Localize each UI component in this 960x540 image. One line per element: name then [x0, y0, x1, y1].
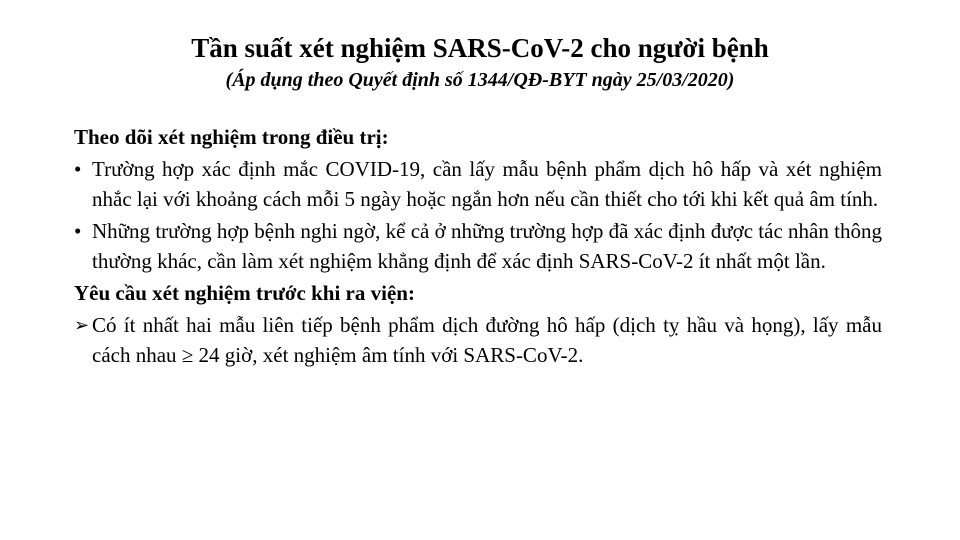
arrow-bullet-icon: ➢	[74, 315, 90, 335]
list-item	[74, 154, 882, 214]
bullet-icon: •	[74, 219, 82, 243]
list-item-text: Những trường hợp bệnh nghi ngờ, kể cả ở những trường hợp đã xác định được tác nhân thông thường khác, cần làm xét nghiệm khẳng định để xác định SARS-CoV-2 ít nhất một lần.	[92, 219, 882, 273]
slide-title: Tần suất xét nghiệm SARS-CoV-2 cho người bệnh	[191, 33, 769, 63]
bullet-icon: •	[74, 157, 82, 181]
section-heading-monitoring: Theo dõi xét nghiệm trong điều trị:	[74, 125, 389, 149]
list-item-text: Trường hợp xác định mắc COVID-19, cần lấy mẫu bệnh phẩm dịch hô hấp và xét nghiệm nhắc lại với khoảng cách mỗi 5 ngày hoặc ngắn hơn nếu cần thiết cho tới khi kết quả âm tính.	[92, 157, 882, 211]
section-heading-discharge: Yêu cầu xét nghiệm trước khi ra viện:	[74, 281, 415, 305]
slide-subtitle: (Áp dụng theo Quyết định số 1344/QĐ-BYT ngày 25/03/2020)	[225, 69, 735, 91]
list-item-text: Có ít nhất hai mẫu liên tiếp bệnh phẩm dịch đường hô hấp (dịch tỵ hầu và họng), lấy mẫu cách nhau ≥ 24 giờ, xét nghiệm âm tính với SARS-CoV-2.	[92, 313, 882, 367]
list-item	[74, 310, 882, 370]
slide-body	[74, 122, 882, 372]
list-item	[74, 216, 882, 276]
